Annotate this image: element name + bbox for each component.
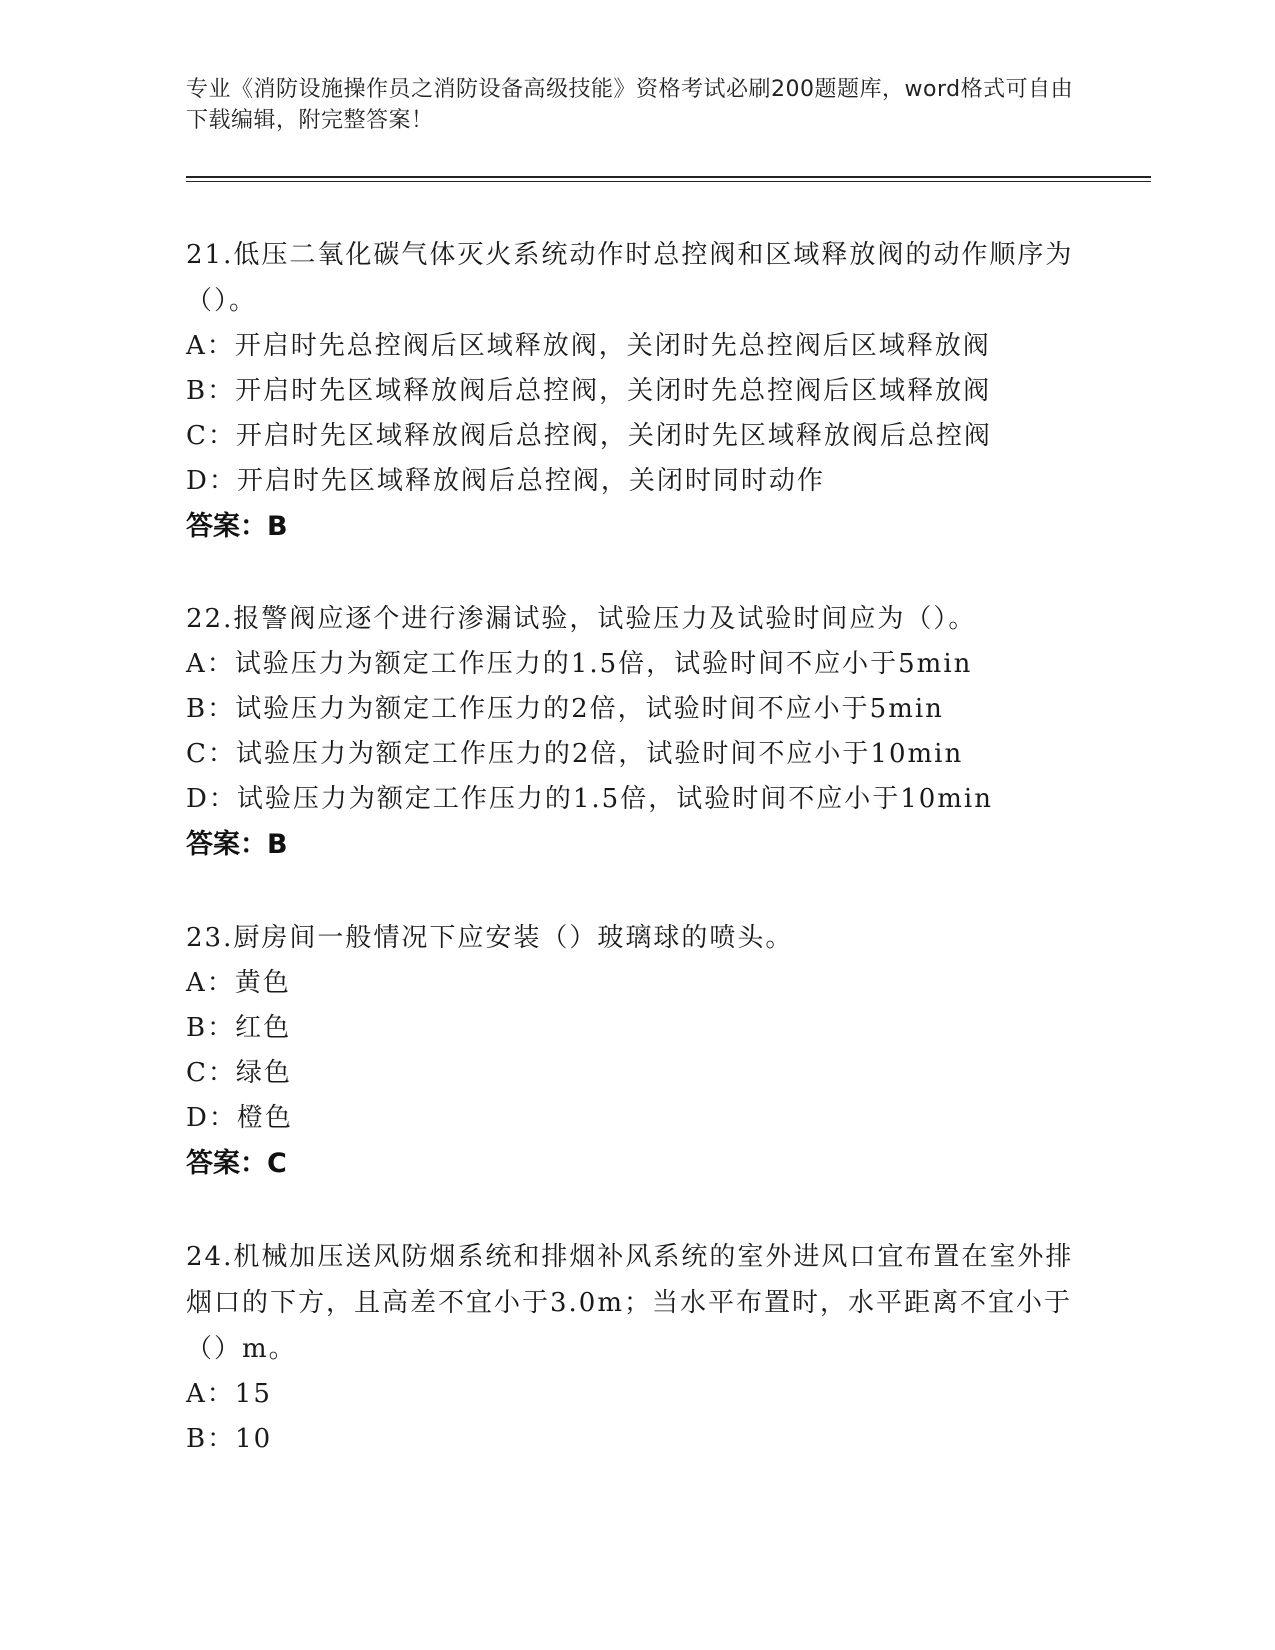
option-a: A：黄色: [186, 968, 291, 998]
option-b: B：试验压力为额定工作压力的2倍，试验时间不应小于5min: [186, 694, 944, 724]
option-d: D：开启时先区域释放阀后总控阀，关闭时同时动作: [186, 466, 825, 496]
document-header: 专业《消防设施操作员之消防设备高级技能》资格考试必刷200题题库，word格式可自由下载编辑，附完整答案！: [186, 77, 1074, 133]
answer: 答案：B: [186, 829, 288, 860]
question-stem: 22.报警阀应逐个进行渗漏试验，试验压力及试验时间应为（）。: [186, 604, 977, 634]
question-21: [186, 232, 1086, 550]
option-c: C：绿色: [186, 1058, 292, 1088]
question-23: [186, 915, 1086, 1187]
option-a: A：15: [186, 1379, 272, 1409]
option-d: D：橙色: [186, 1103, 293, 1133]
question-stem: 21.低压二氧化碳气体灭火系统动作时总控阀和区域释放阀的动作顺序为（）。: [186, 240, 1074, 316]
question-stem: 23.厨房间一般情况下应安装（）玻璃球的喷头。: [186, 923, 794, 953]
question-24: [186, 1234, 1086, 1462]
option-b: B：红色: [186, 1013, 292, 1043]
option-a: A：开启时先总控阀后区域释放阀，关闭时先总控阀后区域释放阀: [186, 331, 991, 361]
answer: 答案：C: [186, 1148, 287, 1179]
answer: 答案：B: [186, 511, 288, 542]
question-22: [186, 596, 1086, 868]
option-b: B：开启时先区域释放阀后总控阀，关闭时先总控阀后区域释放阀: [186, 376, 992, 406]
option-c: C：试验压力为额定工作压力的2倍，试验时间不应小于10min: [186, 739, 964, 769]
header-divider-thin: [186, 181, 1151, 182]
question-stem: 24.机械加压送风防烟系统和排烟补风系统的室外进风口宜布置在室外排烟口的下方，且高差不宜小于3.0m；当水平布置时，水平距离不宜小于（）m。: [186, 1242, 1074, 1364]
option-d: D：试验压力为额定工作压力的1.5倍，试验时间不应小于10min: [186, 784, 993, 814]
header-divider-thick: [186, 176, 1151, 178]
option-b: B：10: [186, 1424, 273, 1454]
option-a: A：试验压力为额定工作压力的1.5倍，试验时间不应小于5min: [186, 649, 973, 679]
option-c: C：开启时先区域释放阀后总控阀，关闭时先区域释放阀后总控阀: [186, 421, 992, 451]
